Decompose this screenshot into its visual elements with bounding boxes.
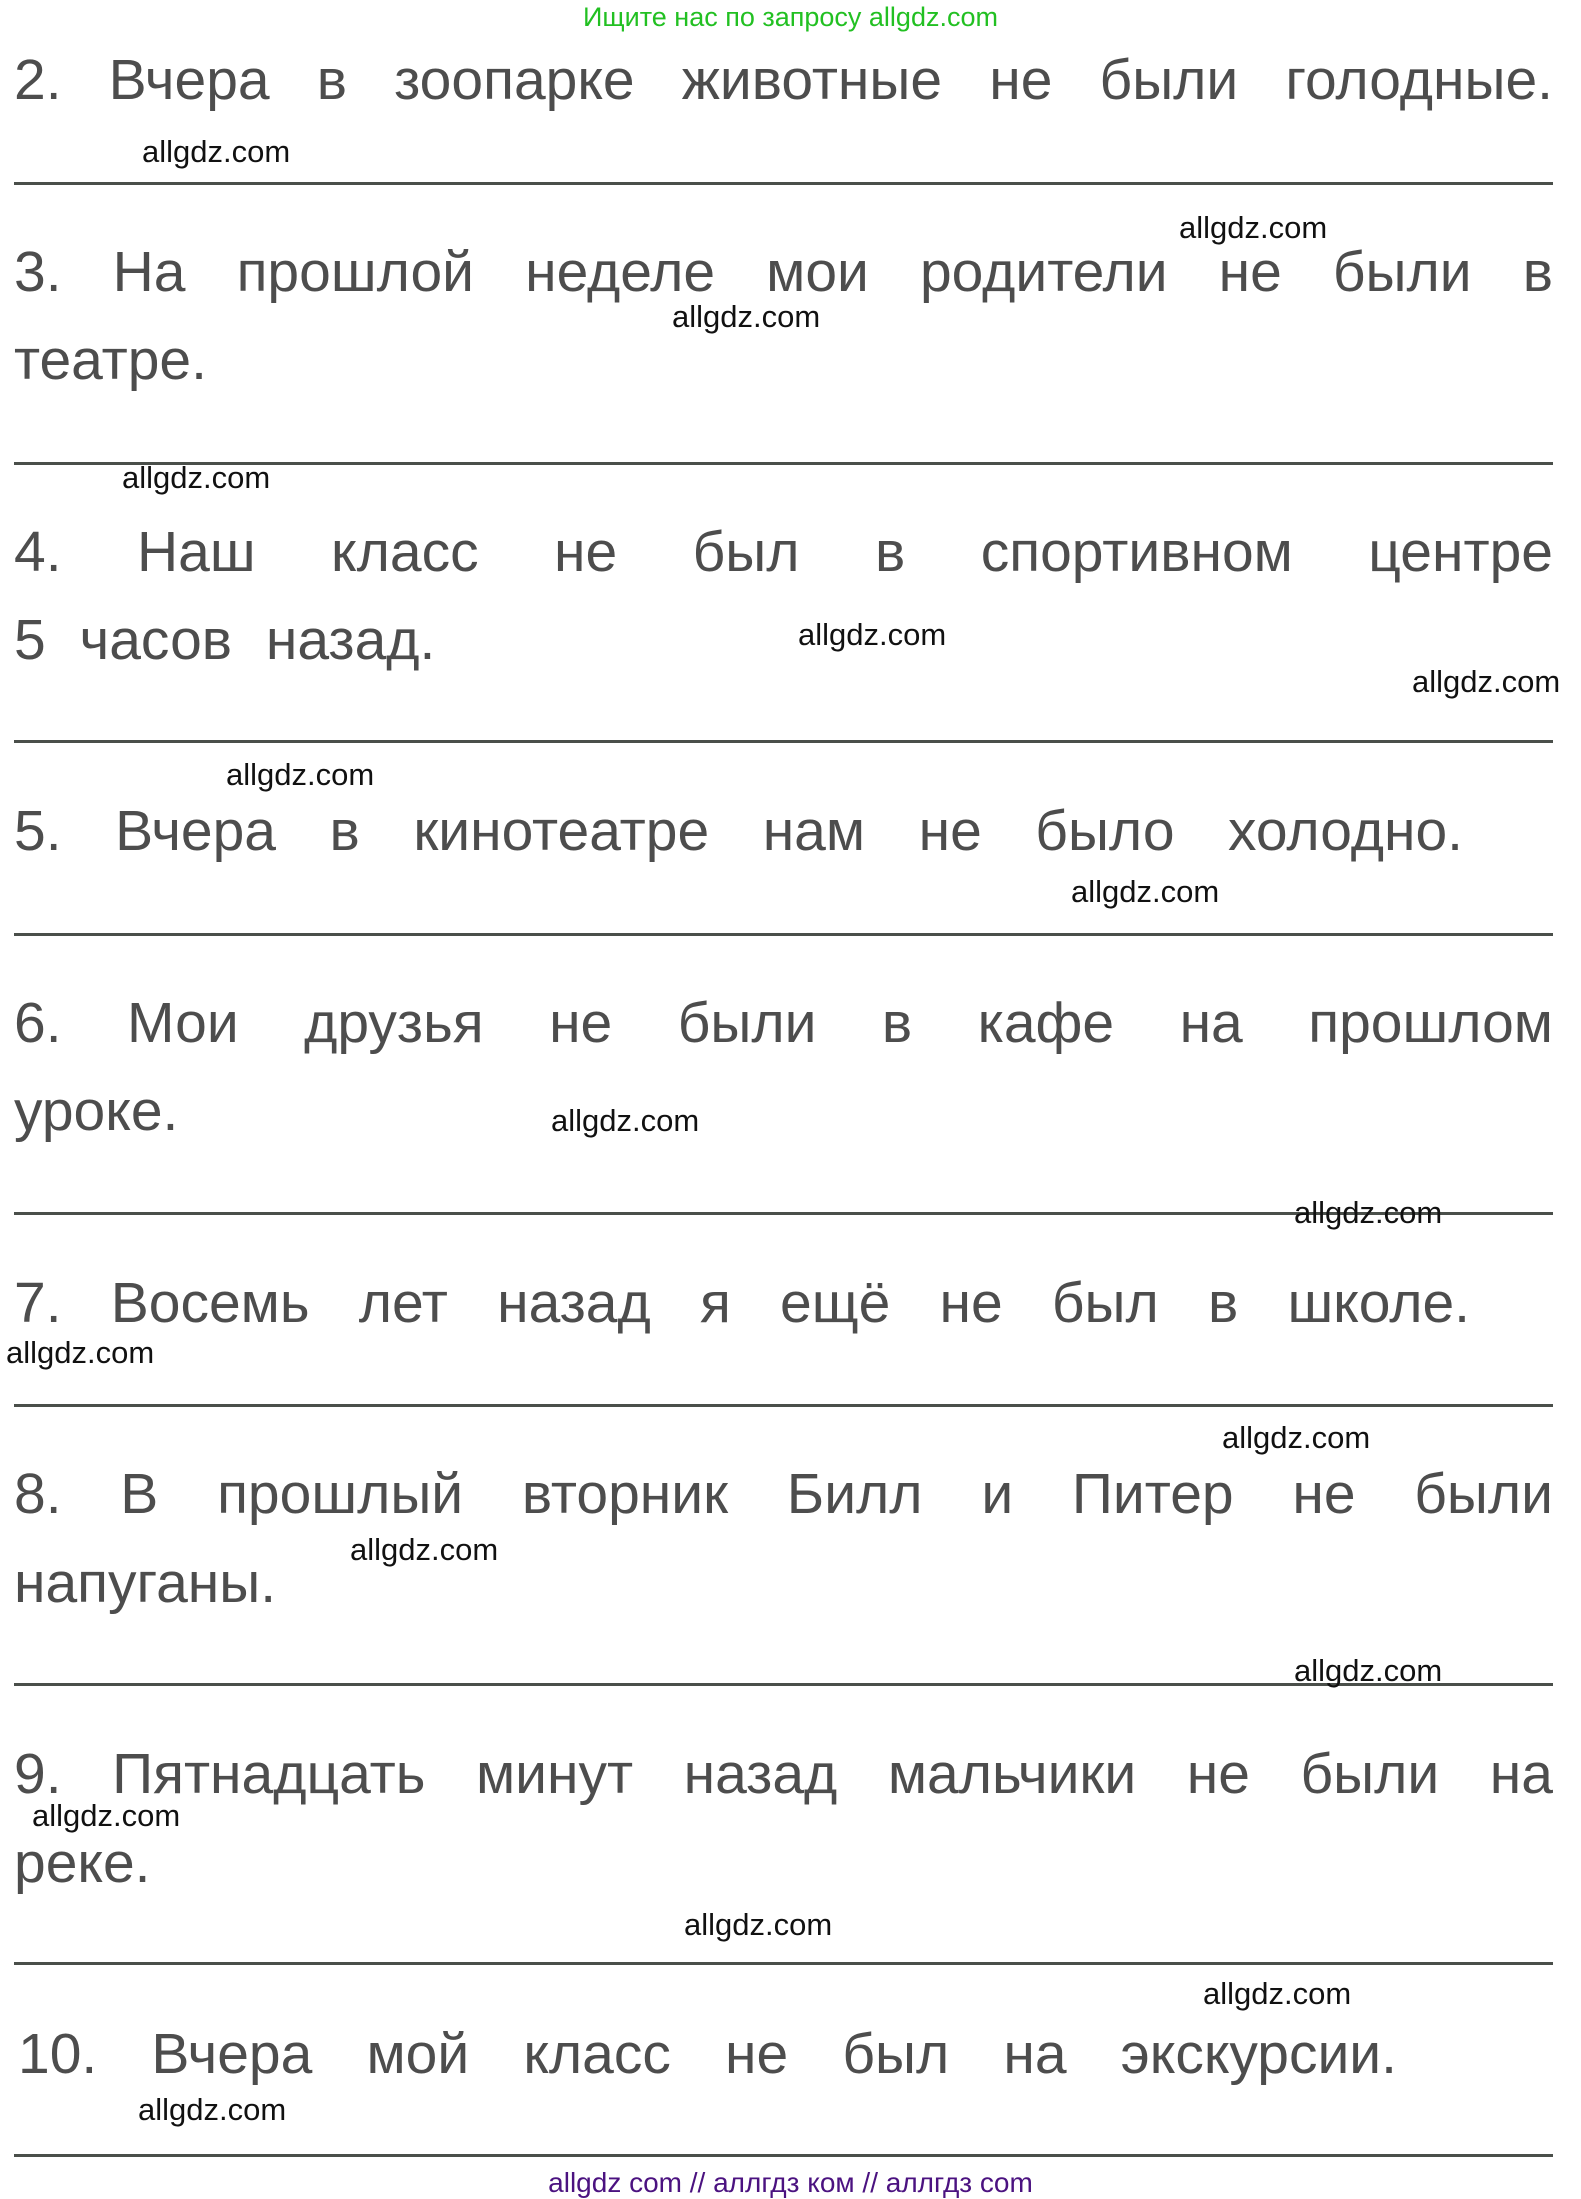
sentence-8-line-1: 8. В прошлый вторник Билл и Питер не были [14, 1462, 1553, 1526]
watermark: allgdz.com [1179, 210, 1328, 245]
watermark: allgdz.com [684, 1907, 833, 1942]
answer-line [14, 2154, 1553, 2157]
sentence-4-line-2: 5 часов назад. [14, 608, 436, 672]
sentence-10-line-1: 10. Вчера мой класс не был на экскурсии. [18, 2022, 1397, 2086]
watermark: allgdz.com [32, 1798, 181, 1833]
sentence-6-line-2: уроке. [14, 1079, 179, 1143]
watermark: allgdz.com [350, 1532, 499, 1567]
sentence-2-line-1: 2. Вчера в зоопарке животные не были голодные. [14, 48, 1553, 112]
watermark: allgdz.com [226, 757, 375, 792]
watermark: allgdz.com [798, 617, 947, 652]
sentence-3-line-1: 3. На прошлой неделе мои родители не были в [14, 240, 1553, 304]
answer-line [14, 182, 1553, 185]
answer-line [14, 933, 1553, 936]
answer-line [14, 1404, 1553, 1407]
header-banner[interactable]: Ищите нас по запросу allgdz.com [583, 2, 998, 32]
watermark: allgdz.com [138, 2092, 287, 2127]
sentence-6-line-1: 6. Мои друзья не были в кафе на прошлом [14, 991, 1553, 1055]
watermark: allgdz.com [1071, 874, 1220, 909]
watermark: allgdz.com [672, 299, 821, 334]
watermark: allgdz.com [122, 460, 271, 495]
watermark: allgdz.com [1294, 1195, 1443, 1230]
watermark: allgdz.com [1203, 1976, 1352, 2011]
sentence-9-line-2: реке. [14, 1831, 151, 1895]
watermark: allgdz.com [1294, 1653, 1443, 1688]
watermark: allgdz.com [1412, 664, 1561, 699]
sentence-3-line-2: театре. [14, 328, 207, 392]
sentence-8-line-2: напуганы. [14, 1551, 277, 1615]
watermark: allgdz.com [6, 1335, 155, 1370]
sentence-7-line-1: 7. Восемь лет назад я ещё не был в школе. [14, 1271, 1470, 1335]
watermark: allgdz.com [1222, 1420, 1371, 1455]
answer-line [14, 1962, 1553, 1965]
sentence-5-line-1: 5. Вчера в кинотеатре нам не было холодно. [14, 799, 1463, 863]
answer-line [14, 740, 1553, 743]
footer-links[interactable]: allgdz com // аллгдз ком // аллгдз com [548, 2167, 1033, 2198]
watermark: allgdz.com [551, 1103, 700, 1138]
sentence-9-line-1: 9. Пятнадцать минут назад мальчики не были на [14, 1742, 1553, 1806]
sentence-4-line-1: 4. Наш класс не был в спортивном центре [14, 520, 1553, 584]
watermark: allgdz.com [142, 134, 291, 169]
